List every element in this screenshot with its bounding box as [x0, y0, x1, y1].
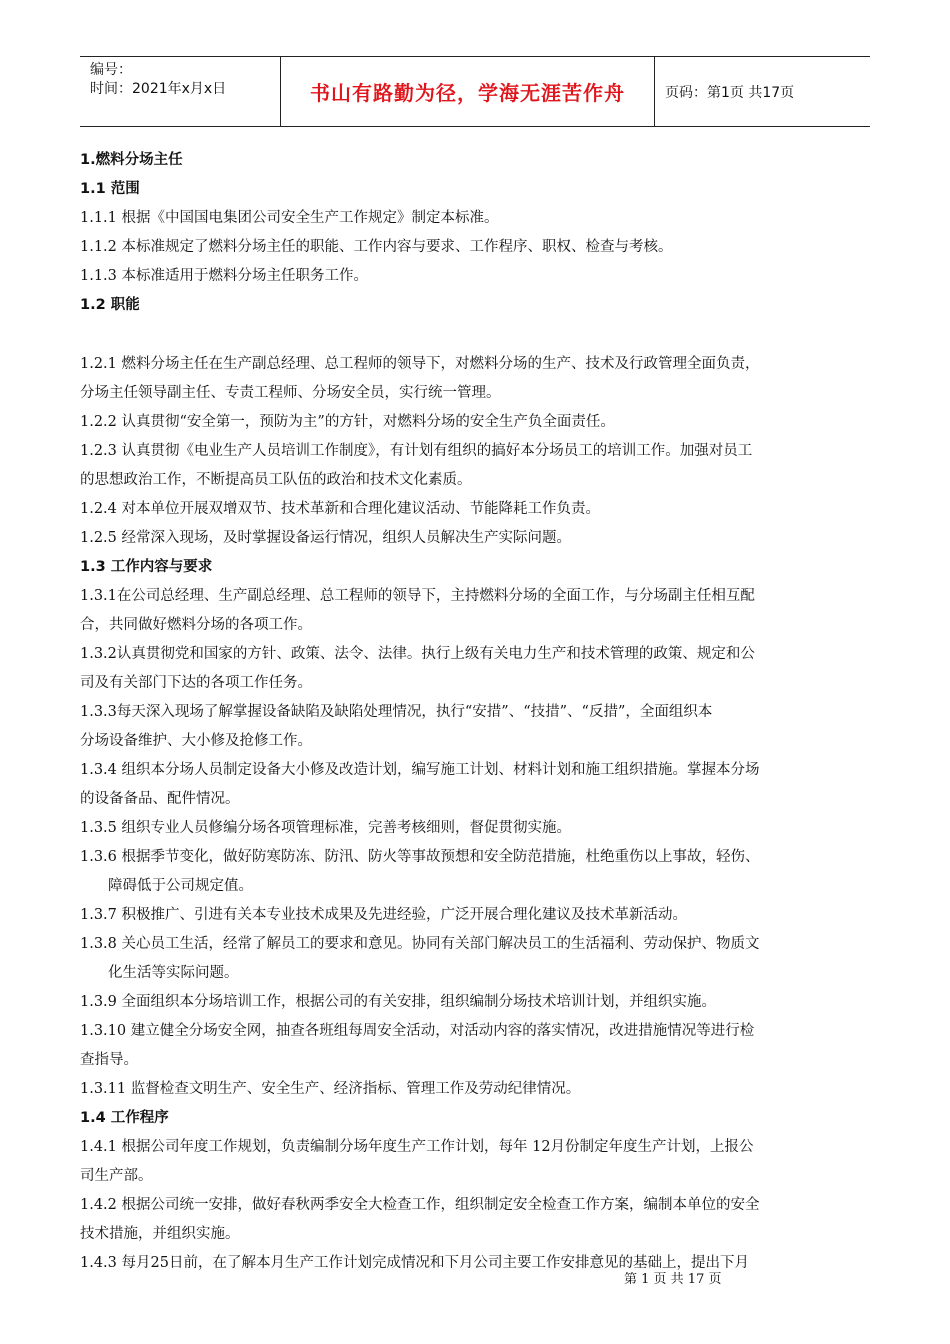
- paragraph-line: 司及有关部门下达的各项工作任务。: [80, 675, 312, 691]
- paragraph-line: 1.1.3 本标准适用于燃料分场主任职务工作。: [80, 268, 369, 284]
- paragraph-line: 1.3.6 根据季节变化，做好防寒防冻、防汛、防火等事故预想和安全防范措施，杜绝重伤以上事故，轻伤、: [80, 849, 760, 865]
- paragraph-line: 1.4.2 根据公司统一安排，做好春秋两季安全大检查工作，组织制定安全检查工作方案，编制本单位的安全: [80, 1197, 760, 1213]
- paragraph-line: 1.2.3 认真贯彻《电业生产人员培训工作制度》，有计划有组织的搞好本分场员工的培训工作。加强对员工: [80, 443, 753, 459]
- paragraph-line: 1.2.5 经常深入现场，及时掌握设备运行情况，组织人员解决生产实际问题。: [80, 530, 572, 546]
- paragraph-line: 分场设备维护、大小修及抢修工作。: [80, 733, 312, 749]
- paragraph-line: 1.3.11 监督检查文明生产、安全生产、经济指标、管理工作及劳动纪律情况。: [80, 1081, 581, 1097]
- header-table: [80, 56, 870, 127]
- paragraph-line: 分场主任领导副主任、专责工程师、分场安全员，实行统一管理。: [80, 385, 501, 401]
- paragraph-line: 1.3.8 关心员工生活，经常了解员工的要求和意见。协同有关部门解决员工的生活福利、劳动保护、物质文: [80, 936, 760, 952]
- paragraph-line: 1.2.1 燃料分场主任在生产副总经理、总工程师的领导下，对燃料分场的生产、技术及行政管理全面负责，: [80, 356, 760, 372]
- paragraph-line: 技术措施，并组织实施。: [80, 1226, 240, 1242]
- section-heading: 1.燃料分场主任: [80, 152, 183, 168]
- paragraph-line: 1.1.2 本标准规定了燃料分场主任的职能、工作内容与要求、工作程序、职权、检查与考核。: [80, 239, 673, 255]
- document-body: [80, 146, 870, 1278]
- page-info-cell: [655, 57, 870, 126]
- paragraph-line: 1.1.1 根据《中国国电集团公司安全生产工作规定》制定本标准。: [80, 210, 499, 226]
- page-footer: 第 1 页 共 17 页: [624, 1272, 722, 1287]
- paragraph-line: 合，共同做好燃料分场的各项工作。: [80, 617, 312, 633]
- section-heading: 1.4 工作程序: [80, 1110, 169, 1126]
- paragraph-line: 1.3.3每天深入现场了解掌握设备缺陷及缺陷处理情况，执行“安措”、“技措”、“反措”，全面组织本: [80, 704, 713, 720]
- section-heading: 1.3 工作内容与要求: [80, 559, 213, 575]
- page-label: 页码：第1页 共17页: [665, 84, 795, 101]
- motto-cell: [281, 57, 655, 126]
- paragraph-line: 1.2.4 对本单位开展双增双节、技术革新和合理化建议活动、节能降耗工作负责。: [80, 501, 601, 517]
- time-label: 时间：2021年x月x日: [90, 81, 227, 97]
- paragraph-line: 1.3.4 组织本分场人员制定设备大小修及改造计划，编写施工计划、材料计划和施工组织措施。掌握本分场: [80, 762, 760, 778]
- blank-line: [80, 320, 870, 350]
- header-meta-cell: [80, 57, 281, 126]
- paragraph-line: 1.3.7 积极推广、引进有关本专业技术成果及先进经验，广泛开展合理化建议及技术革新活动。: [80, 907, 687, 923]
- paragraph-line: 的设备备品、配件情况。: [80, 791, 240, 807]
- paragraph-line: 1.3.9 全面组织本分场培训工作，根据公司的有关安排，组织编制分场技术培训计划，并组织实施。: [80, 994, 716, 1010]
- paragraph-line: 1.4.3 每月25日前，在了解本月生产工作计划完成情况和下月公司主要工作安排意见的基础上，提出下月: [80, 1255, 749, 1271]
- section-heading: 1.2 职能: [80, 297, 140, 313]
- section-heading: 1.1 范围: [80, 181, 140, 197]
- paragraph-line: 1.3.5 组织专业人员修编分场各项管理标准，完善考核细则，督促贯彻实施。: [80, 820, 572, 836]
- paragraph-line: 障碍低于公司规定值。: [108, 878, 253, 894]
- paragraph-line: 查指导。: [80, 1052, 138, 1068]
- paragraph-line: 化生活等实际问题。: [108, 965, 239, 981]
- paragraph-line: 1.3.1在公司总经理、生产副总经理、总工程师的领导下，主持燃料分场的全面工作，与分场副主任相互配: [80, 588, 755, 604]
- motto-text: 书山有路勤为径，学海无涯苦作舟: [310, 81, 625, 105]
- paragraph-line: 1.3.2认真贯彻党和国家的方针、政策、法令、法律。执行上级有关电力生产和技术管理的政策、规定和公: [80, 646, 755, 662]
- paragraph-line: 1.2.2 认真贯彻“安全第一，预防为主”的方针，对燃料分场的安全生产负全面责任。: [80, 414, 615, 430]
- paragraph-line: 1.3.10 建立健全分场安全网，抽查各班组每周安全活动，对活动内容的落实情况，改进措施情况等进行检: [80, 1023, 755, 1039]
- number-label: 编号：: [90, 62, 132, 78]
- paragraph-line: 的思想政治工作，不断提高员工队伍的政治和技术文化素质。: [80, 472, 472, 488]
- paragraph-line: 1.4.1 根据公司年度工作规划，负责编制分场年度生产工作计划，每年 12月份制定年度生产计划，上报公: [80, 1139, 754, 1155]
- paragraph-line: 司生产部。: [80, 1168, 153, 1184]
